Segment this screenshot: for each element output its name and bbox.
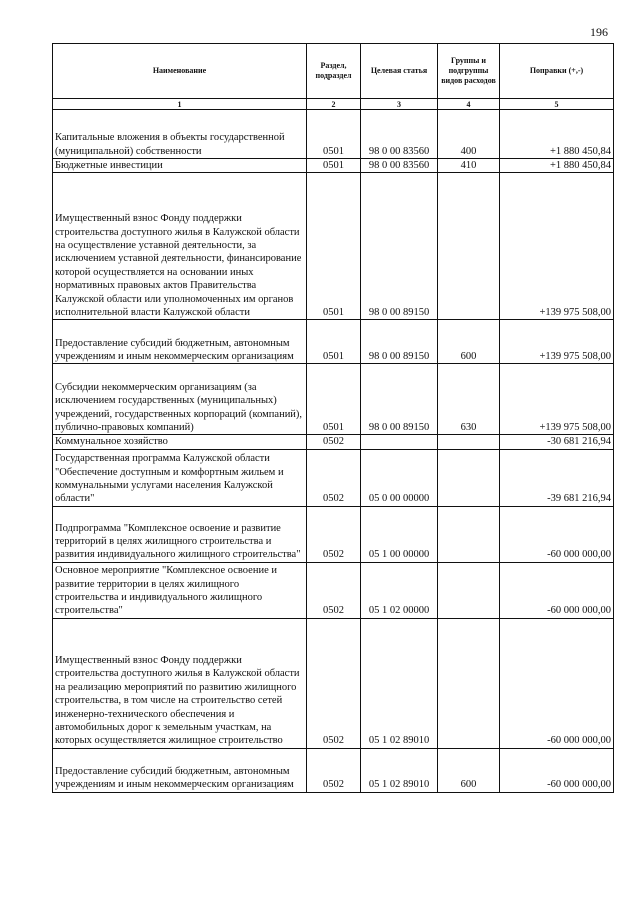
row-section: 0502 [307,618,361,748]
row-expense-group [438,435,500,449]
row-amount: -60 000 000,00 [500,618,614,748]
row-target-article: 05 1 02 89010 [361,748,438,792]
row-section: 0501 [307,110,361,159]
table-row [53,173,614,320]
row-expense-group: 600 [438,748,500,792]
header-amendments: Поправки (+,-) [500,44,614,99]
row-target-article: 05 1 02 00000 [361,562,438,618]
row-section: 0501 [307,173,361,320]
row-target-article: 98 0 00 89150 [361,320,438,364]
row-amount: -30 681 216,94 [500,435,614,449]
row-name: Коммунальное хозяйство [53,435,307,449]
header-name: Наименование [53,44,307,99]
row-section: 0501 [307,159,361,173]
table-row [53,618,614,748]
row-expense-group [438,562,500,618]
column-number: 5 [500,99,614,110]
column-number: 1 [53,99,307,110]
column-number-row [53,99,614,110]
column-number: 4 [438,99,500,110]
row-section: 0502 [307,748,361,792]
row-amount: +1 880 450,84 [500,159,614,173]
table-row [53,159,614,173]
row-expense-group: 630 [438,364,500,435]
row-amount: -39 681 216,94 [500,449,614,506]
row-expense-group [438,173,500,320]
column-number: 2 [307,99,361,110]
row-amount: +139 975 508,00 [500,320,614,364]
header-expense-group: Группы и подгруппы видов расходов [438,44,500,99]
row-name: Капитальные вложения в объекты государственной (муниципальной) собственности [53,110,307,159]
row-target-article: 05 1 00 00000 [361,506,438,562]
row-amount: -60 000 000,00 [500,562,614,618]
table-row [53,449,614,506]
row-section: 0502 [307,506,361,562]
table-row [53,435,614,449]
row-name: Бюджетные инвестиции [53,159,307,173]
row-section: 0502 [307,562,361,618]
row-target-article: 05 0 00 00000 [361,449,438,506]
row-expense-group [438,618,500,748]
row-section: 0502 [307,449,361,506]
row-name: Основное мероприятие "Комплексное освоение и развитие территории в целях жилищного строительства и индивидуального жилищного строительства" [53,562,307,618]
table-row [53,562,614,618]
row-name: Имущественный взнос Фонду поддержки строительства доступного жилья в Калужской области на реализацию мероприятий по развитию жилищного строительства, в том числе на строительство сетей инженерно-технического обеспечения и автомобильных дорог к земельным участкам, на которых осуществляется жилищное строительство [53,618,307,748]
table-row [53,506,614,562]
row-amount: +139 975 508,00 [500,364,614,435]
header-target-article: Целевая статья [361,44,438,99]
table-header-row [53,44,614,99]
row-expense-group [438,506,500,562]
row-section: 0501 [307,320,361,364]
page-number: 196 [590,25,608,39]
row-amount: -60 000 000,00 [500,748,614,792]
row-name: Предоставление субсидий бюджетным, автономным учреждениям и иным некоммерческим организациям [53,320,307,364]
column-number: 3 [361,99,438,110]
row-name: Подпрограмма "Комплексное освоение и развитие территорий в целях жилищного строительства и развития индивидуального жилищного строительства" [53,506,307,562]
budget-amendments-table [52,43,614,793]
row-name: Субсидии некоммерческим организациям (за исключением государственных (муниципальных) учреждений, государственных корпораций (компаний), публично-правовых компаний) [53,364,307,435]
row-section: 0501 [307,364,361,435]
row-amount: +1 880 450,84 [500,110,614,159]
row-expense-group: 400 [438,110,500,159]
row-expense-group: 410 [438,159,500,173]
row-target-article: 98 0 00 83560 [361,159,438,173]
row-amount: -60 000 000,00 [500,506,614,562]
table-row [53,364,614,435]
row-target-article: 98 0 00 89150 [361,173,438,320]
row-target-article: 98 0 00 83560 [361,110,438,159]
row-section: 0502 [307,435,361,449]
table-row [53,748,614,792]
table-row [53,110,614,159]
row-name: Имущественный взнос Фонду поддержки строительства доступного жилья в Калужской области на осуществление уставной деятельности, за исключением уставной деятельности, финансирование которой осуществляется на основании иных нормативных правовых актов Правительства Калужской области или уполномоченных им органов исполнительной власти Калужской области [53,173,307,320]
header-section: Раздел, подраздел [307,44,361,99]
row-target-article [361,435,438,449]
row-name: Предоставление субсидий бюджетным, автономным учреждениям и иным некоммерческим организациям [53,748,307,792]
row-target-article: 05 1 02 89010 [361,618,438,748]
row-name: Государственная программа Калужской области "Обеспечение доступным и комфортным жильем и коммунальными услугами населения Калужской области" [53,449,307,506]
row-expense-group [438,449,500,506]
table-row [53,320,614,364]
row-target-article: 98 0 00 89150 [361,364,438,435]
row-expense-group: 600 [438,320,500,364]
row-amount: +139 975 508,00 [500,173,614,320]
